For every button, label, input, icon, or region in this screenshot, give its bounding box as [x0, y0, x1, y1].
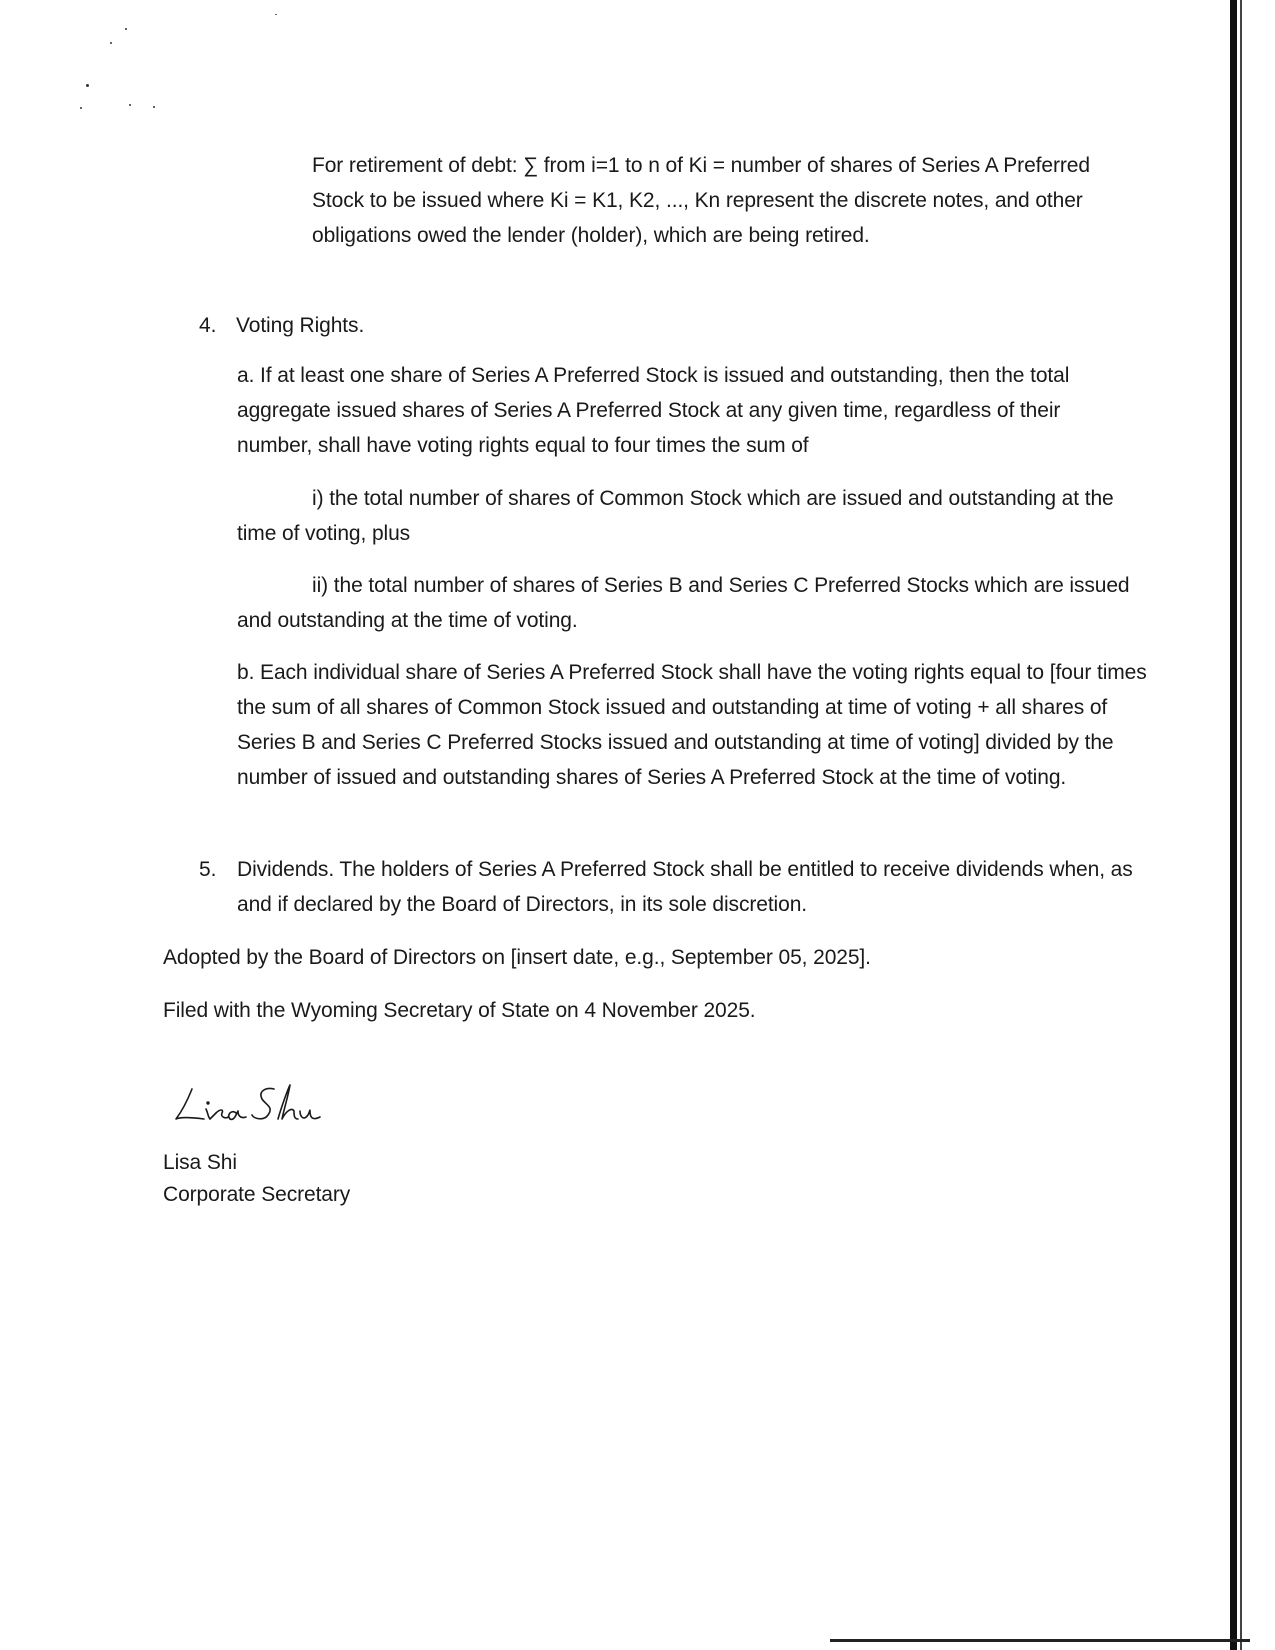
signatory-name: Lisa Shi: [163, 1151, 237, 1174]
item-5-number: 5.: [199, 858, 217, 881]
handwritten-signature: [170, 1075, 350, 1135]
item-4-title: Voting Rights.: [236, 314, 365, 337]
scan-speck: [110, 42, 112, 44]
scan-right-edge: [1230, 0, 1237, 1650]
scan-speck: [129, 104, 131, 106]
adopted-statement: Adopted by the Board of Directors on [insert date, e.g., September 05, 2025].: [163, 946, 871, 969]
scan-speck: [275, 14, 277, 15]
item-4-number: 4.: [199, 314, 217, 337]
scan-speck: [86, 84, 89, 87]
voting-rights-paragraph-a: a. If at least one share of Series A Preferred Stock is issued and outstanding, then the total aggregate issued shares of Series A Preferred Stock at any given time, regardless of their number, shall have voting rights equal to four times the sum of: [237, 364, 1070, 457]
voting-rights-paragraph-b: b. Each individual share of Series A Preferred Stock shall have the voting rights equal to [four times the sum of all shares of Common Stock issued and outstanding at time of voting + all shares of Series B and Series C Preferred Stocks issued and outstanding at time of voting] divided by the number of issued and outstanding shares of Series A Preferred Stock at the time of voting.: [237, 661, 1147, 789]
scan-speck: [153, 106, 155, 108]
scan-speck: [125, 28, 127, 30]
retirement-of-debt-paragraph: For retirement of debt: ∑ from i=1 to n of Ki = number of shares of Series A Preferred Stock to be issued where Ki = K1, K2, ..., Kn represent the discrete notes, and other obligations owed the lender (holder), which are being retired.: [312, 154, 1090, 247]
filed-statement: Filed with the Wyoming Secretary of State on 4 November 2025.: [163, 999, 756, 1022]
dividends-paragraph: Dividends. The holders of Series A Preferred Stock shall be entitled to receive dividends when, as and if declared by the Board of Directors, in its sole discretion.: [237, 858, 1133, 916]
voting-rights-clause-ii: ii) the total number of shares of Series B and Series C Preferred Stocks which are issued and outstanding at the time of voting.: [237, 574, 1130, 632]
scan-bottom-edge: [830, 1639, 1250, 1642]
scan-speck: [80, 107, 82, 109]
scan-right-edge-shadow: [1240, 0, 1242, 1650]
voting-rights-clause-i: i) the total number of shares of Common Stock which are issued and outstanding at the time of voting, plus: [237, 487, 1114, 545]
signatory-title: Corporate Secretary: [163, 1183, 351, 1206]
